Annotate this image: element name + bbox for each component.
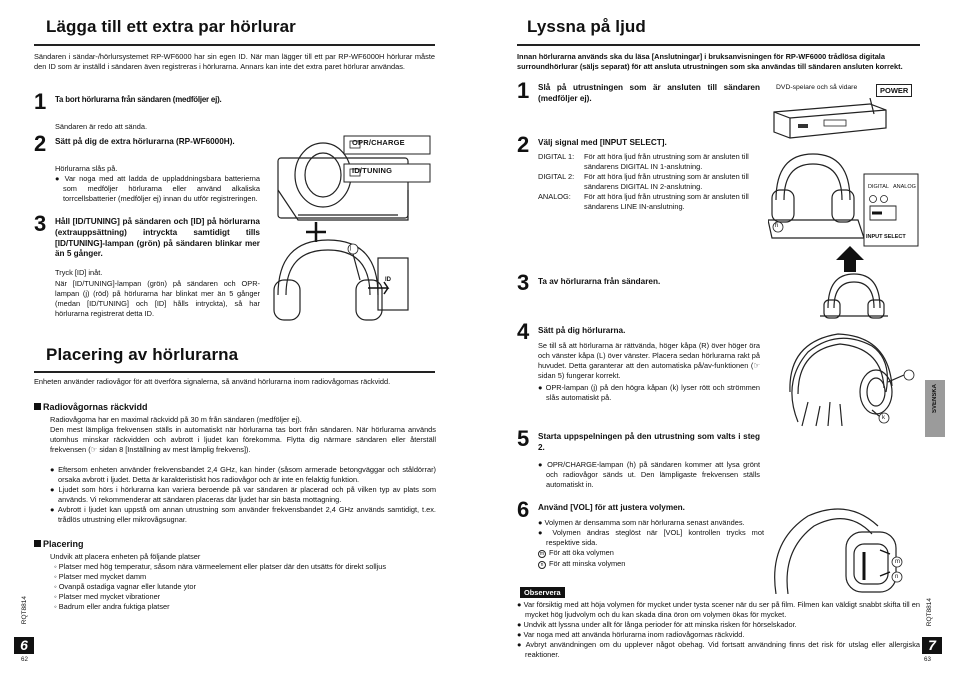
range-bullets	[50, 465, 436, 526]
step6-bullets	[538, 518, 764, 548]
callout-k: k	[882, 415, 885, 421]
placing-title: Placering av hörlurarna	[46, 345, 239, 364]
observera-item: ● Var noga med att använda hörlurarna inom radiovågornas räckvidd.	[517, 630, 745, 640]
r-step-title-5: Starta uppspelningen på den utrustning som valts i steg 2.	[538, 432, 760, 452]
observera-item: ● Avbryt användningen om du upplever något obehag. Vid fortsatt användning finns det risk för utslag eller allergiska reaktioner.	[517, 640, 920, 660]
left-page-small: 62	[21, 656, 28, 663]
right-doc-code: RQT8814	[926, 598, 933, 627]
remove-headphones-illustration	[820, 244, 890, 319]
right-page-small: 63	[924, 656, 931, 663]
callout-h: h	[775, 223, 779, 229]
callout-n: n	[895, 574, 899, 580]
volume-control-illustration	[768, 502, 908, 594]
power-label: POWER	[876, 84, 912, 97]
step-body-3b: När [ID/TUNING]-lampan (grön) på sändaren och OPR-lampan (j) (röd) på hörlurarna har blinkat mer än 5 gånger (medan [ID/TUNING] och [ID] hålls intryckta), så har hörlurarna registrerat detta ID.	[55, 279, 260, 319]
right-page-title: Lyssna på ljud	[527, 17, 646, 36]
step-body-2a: Hörlurarna slås på.	[55, 164, 118, 173]
callout-j-left: j	[350, 245, 352, 251]
input-select-label: INPUT SELECT	[866, 234, 906, 240]
range-heading: Radiovågornas räckvidd	[34, 402, 148, 413]
signal-row: DIGITAL 1: För att höra ljud från utrustning som är ansluten till sändarens DIGITAL IN 1-anslutning.	[538, 152, 749, 172]
transmitter-headphones-illustration	[268, 130, 438, 330]
step-number-1: 1	[34, 89, 47, 114]
range-bullet: ● Ljudet som hörs i hörlurarna kan variera beroende på var sändaren är placerad och på vilken typ av plats som används. Vi rekommenderar att sändaren placeras där ljudet har sin bästa mottagning.	[50, 485, 436, 505]
callout-n-icon: n	[538, 561, 546, 569]
step4-bullet: ● OPR-lampan (j) på den högra kåpan (k) lyser rött och strömmen slås automatiskt på.	[538, 383, 760, 403]
r-step-number-4: 4	[517, 319, 530, 344]
r-step-title-4: Sätt på dig hörlurarna.	[538, 326, 626, 335]
r-step-title-1: Slå på utrustningen som är ansluten till sändaren (medföljer ej).	[538, 83, 760, 103]
dvd-label: DVD-spelare och så vidare	[776, 84, 858, 91]
signal-table	[538, 152, 764, 213]
vol-up-row: m För att öka volymen	[539, 548, 614, 557]
observera-label: Observera	[520, 587, 565, 598]
place-heading: Placering	[34, 539, 84, 550]
left-title-rule	[34, 44, 435, 46]
step-number-2: 2	[34, 131, 47, 156]
step-body-2b: ● Var noga med att ladda de uppladdningsbara batterierna som medföljer hörlurarna eller använd alkaliska torrcellsbatterier (medföljer ej) innan du utför registreringen.	[55, 174, 260, 204]
head-headphones-illustration	[768, 322, 918, 430]
r-step-number-6: 6	[517, 497, 530, 522]
right-intro: Innan hörlurarna används ska du läsa [Anslutningar] i bruksanvisningen för RP-WF6000 trådlösa digitala surroundhörlurar (säljs separat) för att ansluta utrustningen som ska användas till sändaren ansluten korrekt.	[517, 52, 903, 72]
r-step-number-3: 3	[517, 270, 530, 295]
step-number-3: 3	[34, 211, 47, 236]
signal-row: DIGITAL 2: För att höra ljud från utrustning som är ansluten till sändarens DIGITAL IN 2-anslutning.	[538, 172, 749, 192]
digital-label: DIGITAL	[868, 184, 889, 190]
r-step-number-5: 5	[517, 426, 530, 451]
step-title-2: Sätt på dig de extra hörlurarna (RP-WF6000H).	[55, 137, 235, 146]
right-page-number: 7	[922, 637, 942, 654]
range-bullet: ● Avbrott i ljudet kan uppstå om annan utrustning som använder frekvensbandet 2,4 GHz används samtidigt, t.ex. trådlös utrustning eller mikrovågsugnar.	[50, 505, 436, 525]
list-item: ◦ Platser med hög temperatur, såsom nära värmeelement eller platser där den utsätts för direkt solljus	[54, 562, 387, 571]
step6-bullet: ● Volymen ändras steglöst när [VOL] kontrollen trycks mot respektive sida.	[538, 528, 764, 548]
id-tuning-label: ID/TUNING	[352, 166, 393, 175]
r-step-number-1: 1	[517, 78, 530, 103]
dvd-player-illustration	[770, 98, 890, 143]
vol-down-row: n För att minska volymen	[538, 559, 625, 569]
step4-text: Se till så att hörlurarna är rättvända, höger kåpa (R) över höger öra och vänster kåpa (L) över vänster. Placera sedan hörlurarna rakt på huvudet. Detta garanterar att den automatiska på/av-funktionen (☞ sidan 5) fungerar korrekt.	[538, 341, 760, 381]
r-step-number-2: 2	[517, 132, 530, 157]
observera-item: ● Var försiktig med att höja volymen för mycket under tysta scener när du ser på film. Filmen kan väldigt snabbt skifta till en mycket hög ljudvolym och du kan skada dina öron om volymen ökas för mycket.	[517, 600, 920, 620]
list-item: ◦ Ovanpå ostadiga vagnar eller lutande ytor	[54, 582, 196, 592]
step-body-1: Sändaren är redo att sända.	[55, 122, 148, 131]
range-text: Radiovågorna har en maximal räckvidd på 30 m från sändaren (medföljer ej). Den mest lämpliga frekvensen ställs in automatiskt när hörlurarna tas bort från sändaren. När hörlurarna används utomhus minskar räckvidden och avbrott i ljudet kan förekomma. Flytta dig närmare sändaren eller återställ frekvensen (☞ sidan 8 [Inställning av mest lämplig frekvens]).	[50, 415, 436, 455]
id-button-label: ID	[385, 277, 391, 283]
signal-row: ANALOG: För att höra ljud från utrustning som är ansluten till sändarens LINE IN-anslutning.	[538, 192, 749, 212]
step-body-3a: Tryck [ID] inåt.	[55, 268, 103, 277]
list-item: ◦ Badrum eller andra fuktiga platser	[54, 602, 170, 612]
place-intro: Undvik att placera enheten på följande platser	[50, 552, 201, 561]
left-page-title: Lägga till ett extra par hörlurar	[46, 17, 296, 36]
observera-item: ● Undvik att lyssna under allt för långa perioder för att minska risken för hörselskador.	[517, 620, 797, 630]
language-tab: SVENSKA	[925, 380, 945, 437]
right-title-rule	[517, 44, 920, 46]
left-page-number: 6	[14, 637, 34, 654]
placing-intro: Enheten använder radiovågor för att överföra signalerna, så använd hörlurarna inom radiovågornas räckvidd.	[34, 377, 391, 386]
step6-bullet: ● Volymen är densamma som när hörlurarna senast användes.	[538, 518, 745, 527]
placing-rule	[34, 371, 435, 373]
r-step-title-6: Använd [VOL] för att justera volymen.	[538, 503, 685, 512]
step-title-1: Ta bort hörlurarna från sändaren (medföljer ej).	[55, 95, 222, 104]
place-list	[54, 562, 434, 612]
r-step-title-3: Ta av hörlurarna från sändaren.	[538, 277, 661, 286]
step-title-3: Håll [ID/TUNING] på sändaren och [ID] på hörlurarna (extrauppsättning) intryckta samtidigt tills [ID/TUNING]-lampan (grön) på sändaren blinkar mer än 5 gånger.	[55, 217, 260, 259]
list-item: ◦ Platser med mycket vibrationer	[54, 592, 161, 602]
range-bullet: ● Eftersom enheten använder frekvensbandet 2,4 GHz, kan hinder (såsom armerade betongväggar och ståldörrar) orsaka avbrott i ljudet. Detta är karakteristiskt hos radiovågor och är inte en felaktig funktion.	[50, 465, 436, 485]
opr-charge-label: OPR/CHARGE	[352, 138, 405, 147]
analog-label: ANALOG	[893, 184, 916, 190]
list-item: ◦ Platser med mycket damm	[54, 572, 147, 582]
step5-bullet: ● OPR/CHARGE-lampan (h) på sändaren kommer att lysa grönt och radiovågor sänds ut. Den lämpligaste frekvensen ställs automatiskt in.	[538, 460, 760, 490]
callout-m: m	[895, 559, 900, 565]
observera-list	[517, 600, 920, 661]
left-doc-code: RQT8814	[21, 596, 28, 625]
r-step-title-2: Välj signal med [INPUT SELECT].	[538, 138, 667, 147]
left-intro: Sändaren i sändar-/hörlursystemet RP-WF6000 har sin egen ID. När man lägger till ett par RP-WF6000H hörlurar måste den ID som är inställd i sändaren även registreras i hörlurarna. Annars kan inte det extra paret hörlurar användas.	[34, 52, 435, 72]
callout-m-icon: m	[539, 551, 545, 557]
